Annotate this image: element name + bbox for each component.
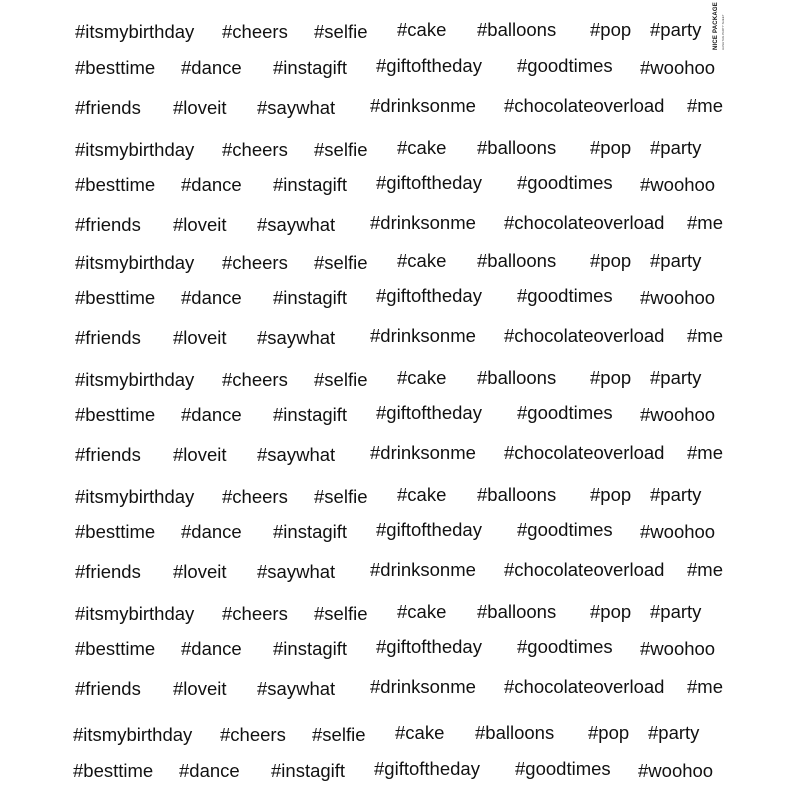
hashtag: #balloons	[477, 137, 557, 158]
hashtag: #saywhat	[257, 444, 336, 465]
hashtag: #cake	[397, 250, 447, 271]
hashtag: #selfie	[314, 21, 368, 42]
hashtag: #pop	[590, 367, 632, 388]
hashtag: #friends	[75, 444, 141, 465]
hashtag: #party	[650, 484, 702, 505]
hashtag: #chocolateoverload	[504, 442, 665, 463]
hashtag: #woohoo	[640, 174, 716, 195]
hashtag: #giftoftheday	[376, 285, 482, 306]
hashtag: #selfie	[314, 369, 368, 390]
hashtag: #itsmybirthday	[75, 21, 195, 42]
hashtag: #chocolateoverload	[504, 212, 665, 233]
hashtag: #itsmybirthday	[75, 252, 195, 273]
hashtag: #friends	[75, 214, 141, 235]
hashtag: #selfie	[314, 603, 368, 624]
hashtag: #dance	[181, 287, 242, 308]
hashtag: #cheers	[222, 252, 288, 273]
hashtag: #drinksonme	[370, 325, 476, 346]
hashtag: #party	[650, 137, 702, 158]
hashtag: #cheers	[222, 369, 288, 390]
brand-logo	[709, 2, 731, 50]
hashtag: #me	[687, 442, 723, 463]
hashtag: #cheers	[220, 724, 286, 745]
hashtag: #pop	[590, 250, 632, 271]
hashtag: #goodtimes	[517, 172, 613, 193]
hashtag: #dance	[181, 404, 242, 425]
hashtag: #giftoftheday	[376, 519, 482, 540]
hashtag: #woohoo	[640, 404, 716, 425]
hashtag: #besttime	[73, 760, 154, 781]
hashtag: #cake	[397, 137, 447, 158]
hashtag: #besttime	[75, 638, 156, 659]
hashtag: #party	[650, 367, 702, 388]
hashtag: #me	[687, 325, 723, 346]
hashtag: #cake	[395, 722, 445, 743]
hashtag: #me	[687, 676, 723, 697]
hashtag: #pop	[590, 137, 632, 158]
hashtag: #drinksonme	[370, 559, 476, 580]
hashtag: #loveit	[173, 97, 227, 118]
hashtag: #selfie	[312, 724, 366, 745]
hashtag: #balloons	[477, 601, 557, 622]
hashtag: #party	[650, 601, 702, 622]
hashtag: #me	[687, 95, 723, 116]
hashtag: #party	[650, 250, 702, 271]
hashtag: #pop	[590, 484, 632, 505]
hashtag: #loveit	[173, 214, 227, 235]
hashtag: #goodtimes	[517, 402, 613, 423]
hashtag: #besttime	[75, 57, 156, 78]
hashtag: #goodtimes	[517, 636, 613, 657]
hashtag: #saywhat	[257, 214, 336, 235]
hashtag: #instagift	[273, 287, 348, 308]
hashtag: #drinksonme	[370, 212, 476, 233]
hashtag: #giftoftheday	[376, 172, 482, 193]
hashtag: #woohoo	[640, 57, 716, 78]
hashtag: #instagift	[273, 57, 348, 78]
hashtag: #instagift	[273, 638, 348, 659]
hashtag: #instagift	[271, 760, 346, 781]
hashtag: #dance	[181, 521, 242, 542]
hashtag: #itsmybirthday	[75, 369, 195, 390]
hashtag: #friends	[75, 327, 141, 348]
hashtag: #chocolateoverload	[504, 559, 665, 580]
hashtag: #woohoo	[640, 287, 716, 308]
hashtag: #me	[687, 559, 723, 580]
hashtag: #friends	[75, 561, 141, 582]
hashtag: #giftoftheday	[376, 55, 482, 76]
hashtag: #cake	[397, 19, 447, 40]
hashtag: #besttime	[75, 521, 156, 542]
hashtag: #instagift	[273, 404, 348, 425]
hashtag: #woohoo	[638, 760, 714, 781]
hashtag: #selfie	[314, 139, 368, 160]
hashtag: #dance	[181, 57, 242, 78]
hashtag: #pop	[588, 722, 630, 743]
hashtag: #besttime	[75, 404, 156, 425]
hashtag: #saywhat	[257, 561, 336, 582]
hashtag: #loveit	[173, 561, 227, 582]
hashtag: #dance	[181, 638, 242, 659]
hashtag: #drinksonme	[370, 95, 476, 116]
hashtag: #woohoo	[640, 521, 716, 542]
hashtag: #goodtimes	[517, 285, 613, 306]
hashtag: #me	[687, 212, 723, 233]
hashtag: #friends	[75, 678, 141, 699]
hashtag: #besttime	[75, 287, 156, 308]
hashtag: #chocolateoverload	[504, 325, 665, 346]
hashtag: #chocolateoverload	[504, 676, 665, 697]
hashtag: #itsmybirthday	[75, 486, 195, 507]
hashtag: #party	[650, 19, 702, 40]
hashtag: #giftoftheday	[376, 402, 482, 423]
hashtag: #woohoo	[640, 638, 716, 659]
hashtag: #cake	[397, 601, 447, 622]
hashtag: #drinksonme	[370, 442, 476, 463]
hashtag: #goodtimes	[515, 758, 611, 779]
hashtag: #friends	[75, 97, 141, 118]
hashtag: #loveit	[173, 444, 227, 465]
hashtag: #besttime	[75, 174, 156, 195]
hashtag: #saywhat	[257, 327, 336, 348]
hashtag: #chocolateoverload	[504, 95, 665, 116]
hashtag: #balloons	[477, 19, 557, 40]
hashtag: #cake	[397, 484, 447, 505]
hashtag: #goodtimes	[517, 519, 613, 540]
hashtag: #cheers	[222, 486, 288, 507]
brand-tagline: HASHTAG PARTY SHEET	[721, 14, 725, 50]
hashtag: #cake	[397, 367, 447, 388]
hashtag: #balloons	[477, 367, 557, 388]
hashtag: #pop	[590, 19, 632, 40]
hashtag: #selfie	[314, 252, 368, 273]
hashtag: #loveit	[173, 678, 227, 699]
hashtag: #saywhat	[257, 678, 336, 699]
hashtag: #cheers	[222, 139, 288, 160]
hashtag: #cheers	[222, 603, 288, 624]
hashtag: #balloons	[475, 722, 555, 743]
hashtag: #balloons	[477, 484, 557, 505]
hashtag: #dance	[181, 174, 242, 195]
hashtag: #itsmybirthday	[73, 724, 193, 745]
hashtag: #loveit	[173, 327, 227, 348]
hashtag: #dance	[179, 760, 240, 781]
hashtag: #giftoftheday	[374, 758, 480, 779]
hashtag: #itsmybirthday	[75, 139, 195, 160]
hashtag: #selfie	[314, 486, 368, 507]
hashtag: #drinksonme	[370, 676, 476, 697]
hashtag: #itsmybirthday	[75, 603, 195, 624]
brand-name: NICE PACKAGE	[713, 2, 719, 50]
hashtag: #cheers	[222, 21, 288, 42]
hashtag: #goodtimes	[517, 55, 613, 76]
hashtag: #instagift	[273, 521, 348, 542]
hashtag: #giftoftheday	[376, 636, 482, 657]
hashtag: #party	[648, 722, 700, 743]
hashtag: #pop	[590, 601, 632, 622]
hashtag: #balloons	[477, 250, 557, 271]
hashtag: #saywhat	[257, 97, 336, 118]
hashtag: #instagift	[273, 174, 348, 195]
